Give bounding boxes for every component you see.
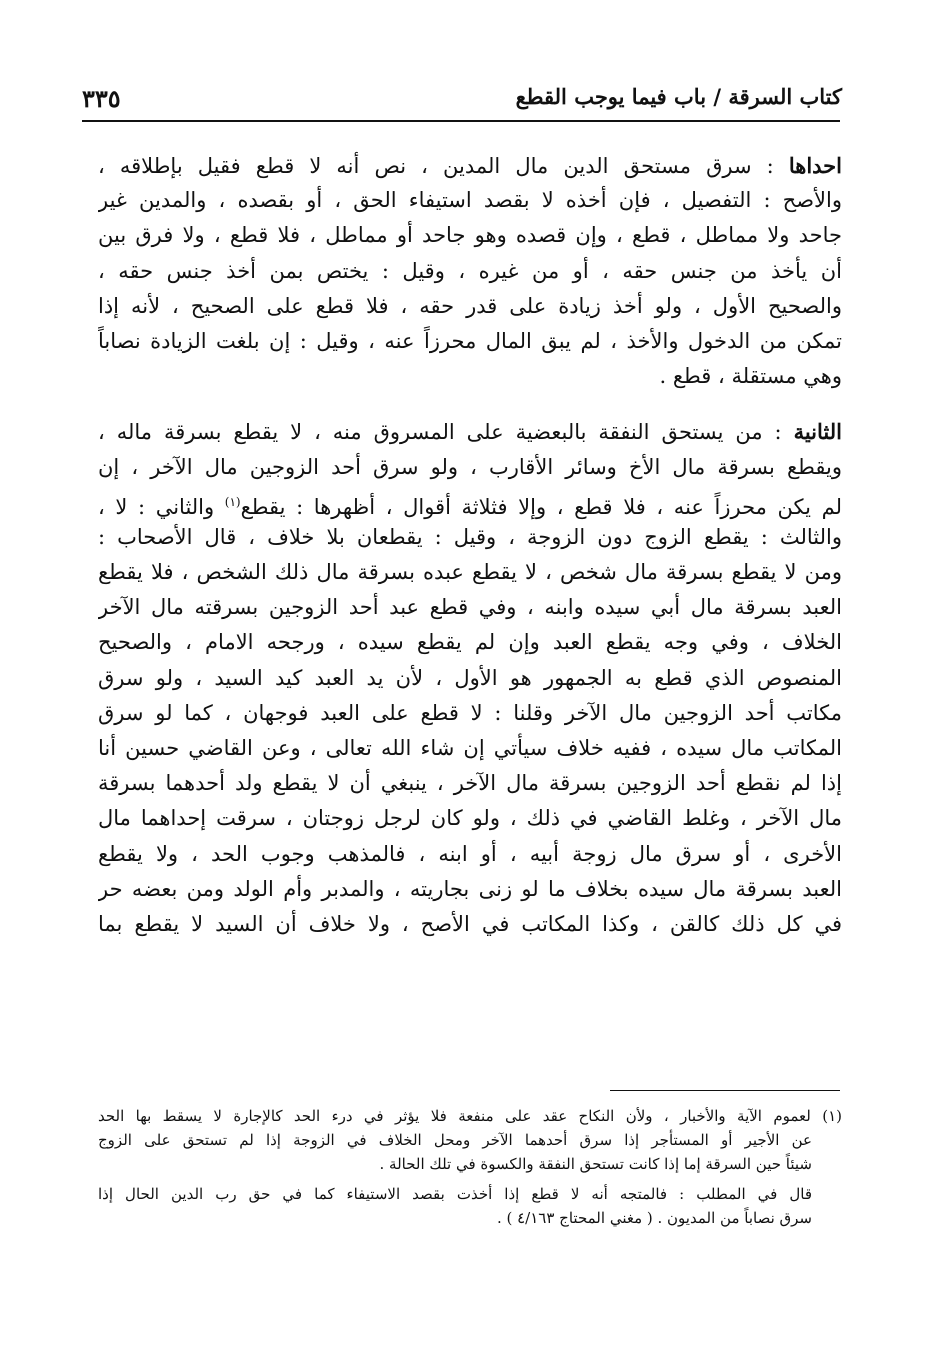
- footnote-line: (١) لعموم الآية والأخبار ، ولأن النكاح عقد على منفعة فلا يؤثر في درء الحد كالإجارة لا يسقط بها الحد: [98, 1107, 842, 1125]
- text-line: المكاتب مال سيده ، ففيه خلاف سيأتي إن شاء الله تعالى ، وعن القاضي حسين أنا: [98, 736, 842, 760]
- text-line: لم يكن محرزاً عنه ، فلا قطع ، وإلا فثلاثة أقوال ، أظهرها : يقطع$^{(١)}$ والثاني : لا ،: [98, 494, 842, 519]
- paragraph-lead: احداها: [788, 153, 842, 178]
- main-text: [98, 148, 842, 942]
- text-line: الأخرى ، أو سرق مال زوجة أبيه ، أو ابنه ، فالمذهب وجوب الحد ، ولا يقطع: [98, 841, 842, 866]
- paragraph-second: [98, 414, 842, 942]
- text-line: مكاتب أحد الزوجين مال الآخر وقلنا : لا قطع على العبد فوجهان ، كما لو سرق: [98, 700, 842, 725]
- text-line: أن يأخذ من جنس حقه ، أو من غيره ، وقيل : يختص بمن أخذ جنس حقه ،: [98, 258, 842, 283]
- header-rule: [82, 120, 840, 122]
- paragraph-first: [98, 148, 842, 394]
- footnote-line: قال في المطلب : فالمتجه أنه لا قطع إذا أخذت بقصد الاستيفاء كما في حق رب الدين الحال إذا: [98, 1185, 812, 1203]
- page-number: ٣٣٥: [82, 84, 121, 113]
- footnote-line: سرق نصاباً من المديون . ( مغني المحتاج ٤/١٦٣ ) .: [496, 1209, 812, 1227]
- text-line: إذا لم نقطع أحد الزوجين بسرقة مال الآخر ، ينبغي أن لا يقطع ولد أحدهما بسرقة: [98, 771, 842, 796]
- text-line: والصحيح الأول ، ولو أخذ زيادة على قدر حقه ، فلا قطع على الصحيح ، لأنه إذا: [98, 293, 842, 318]
- text-line: الثانية : من يستحق النفقة بالبعضية على المسروق منه ، لا يقطع بسرقة ماله ،: [98, 419, 842, 445]
- text-line: وهي مستقلة ، قطع .: [659, 364, 842, 389]
- text-line: المنصوص الذي قطع به الجمهور هو الأول ، لأن يد العبد كيد السيد ، ولو سرق: [98, 665, 842, 690]
- text-line: العبد بسرقة مال سيده بخلاف ما لو زنى بجاريته ، والمدبر وأم الولد ومن بعضه حر: [98, 876, 842, 901]
- text-line: والثالث : يقطع الزوج دون الزوجة ، وقيل : يقطعان بلا خلاف ، قال الأصحاب :: [98, 524, 842, 549]
- footnote-line: شيئاً حين السرقة إما إذا كانت تستحق النفقة والكسوة في تلك الحالة .: [379, 1155, 812, 1173]
- text-line: جاحد ولا مماطل ، قطع ، وإن قصده وهو جاحد أو مماطل ، فلا قطع ، ولا فرق بين: [98, 223, 842, 248]
- footnotes: [98, 1104, 842, 1230]
- footnote-one-continued: [98, 1182, 842, 1230]
- text-line: احداها : سرق مستحق الدين مال المدين ، نص أنه لا قطع فقيل بإطلاقه ،: [98, 153, 842, 178]
- text-line: ومن لا يقطع بسرقة مال شخص ، لا يقطع عبده بسرقة مال ذلك الشخص ، فلا يقطع: [98, 560, 842, 585]
- paragraph-lead: الثانية: [793, 419, 842, 445]
- page-header: [82, 78, 842, 118]
- text-line: العبد بسرقة مال أبي سيده وابنه ، وفي قطع عبد أحد الزوجين بسرقته مال الآخر: [98, 595, 842, 620]
- text-line: تمكن من الدخول والأخذ ، لم يبق المال محرزاً عنه ، وقيل : إن بلغت الزيادة نصاباً: [98, 328, 842, 353]
- text-line: مال الآخر ، وغلط القاضي في ذلك ، ولو كان لرجل زوجتان ، سرقت إحداهما مال: [98, 806, 842, 831]
- text-line: الخلاف ، وفي وجه يقطع العبد وإن لم يقطع سيده ، ورجحه الامام ، والصحيح: [98, 630, 842, 655]
- text-line: ويقطع بسرقة مال الأخ وسائر الأقارب ، ولو سرق أحد الزوجين مال الآخر ، إن: [98, 454, 842, 479]
- footnote-one: [98, 1104, 842, 1176]
- footnote-line: عن الأجير أو المستأجر إذا سرق أحدهما الآخر ومحل الخلاف في الزوجة إذا لم تستحق على الزوج: [98, 1131, 812, 1149]
- footnote-rule: [610, 1090, 840, 1091]
- footnote-reference[interactable]: (١): [224, 494, 241, 509]
- text-line: والأصح : التفصيل ، فإن أخذه لا بقصد استيفاء الحق ، أو بقصده ، والمدين غير: [98, 188, 842, 213]
- running-title: كتاب السرقة / باب فيما يوجب القطع: [515, 84, 842, 109]
- text-line: في كل ذلك كالقن ، وكذا المكاتب في الأصح ، ولا خلاف أن السيد لا يقطع بما: [98, 911, 842, 936]
